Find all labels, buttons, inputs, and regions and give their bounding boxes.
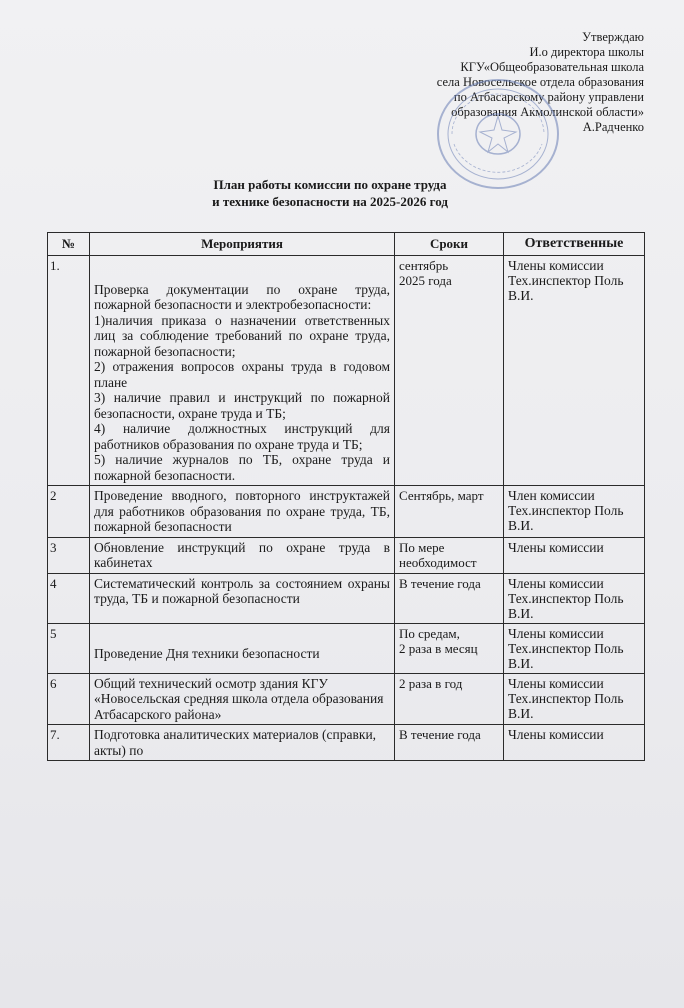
responsible-line: Тех.инспектор Поль В.И. bbox=[508, 690, 624, 721]
row-activity bbox=[90, 573, 395, 623]
row-num: 3 bbox=[48, 537, 90, 573]
table-row bbox=[48, 673, 645, 725]
table-header-row bbox=[48, 233, 645, 256]
row-activity bbox=[90, 623, 395, 673]
row-responsible bbox=[504, 573, 645, 623]
row-responsible bbox=[504, 725, 645, 761]
table-row bbox=[48, 573, 645, 623]
row-num: 2 bbox=[48, 486, 90, 538]
row-activity bbox=[90, 486, 395, 538]
approval-line-4: села Новосельское отдела образования bbox=[436, 75, 644, 89]
activity-line: 5) наличие журналов по ТБ, охране труда и пожарной безопасности. bbox=[94, 452, 390, 483]
row-term bbox=[395, 573, 504, 623]
row-term bbox=[395, 673, 504, 725]
document-title bbox=[150, 176, 510, 210]
activity-line: Общий технический осмотр здания КГУ «Новосельская средняя школа отдела образования Атбасарского района» bbox=[94, 675, 384, 722]
term-line: сентябрь bbox=[399, 257, 449, 273]
approval-line-7: А.Радченко bbox=[582, 120, 644, 134]
row-term bbox=[395, 486, 504, 538]
header-term: Сроки bbox=[395, 233, 504, 256]
row-term bbox=[395, 623, 504, 673]
responsible-line: Члены комиссии bbox=[508, 675, 604, 691]
responsible-line: Члены комиссии bbox=[508, 257, 604, 273]
activity-line: Проверка документации по охране труда, пожарной безопасности и электробезопасности: bbox=[94, 281, 390, 312]
row-activity bbox=[90, 255, 395, 486]
activity-line: 2) отражения вопросов охраны труда в годовом плане bbox=[94, 359, 390, 390]
approval-line-1: Утверждаю bbox=[582, 30, 644, 44]
activity-line: Обновление инструкций по охране труда в кабинетах bbox=[94, 539, 390, 570]
row-num: 7. bbox=[48, 725, 90, 761]
row-term bbox=[395, 725, 504, 761]
term-line: 2025 года bbox=[399, 273, 452, 288]
term-line: 2 раза в месяц bbox=[399, 641, 478, 656]
activity-line: Проведение Дня техники безопасности bbox=[94, 645, 320, 661]
table-row bbox=[48, 725, 645, 761]
header-responsible: Ответственные bbox=[504, 233, 645, 256]
table-row bbox=[48, 255, 645, 486]
plan-table bbox=[47, 232, 645, 761]
approval-line-5: по Атбасарскому району управлени bbox=[453, 90, 644, 104]
table-row bbox=[48, 486, 645, 538]
approval-line-2: И.о директора школы bbox=[529, 45, 644, 59]
responsible-line: Тех.инспектор Поль В.И. bbox=[508, 590, 624, 621]
row-num: 6 bbox=[48, 673, 90, 725]
header-activity: Мероприятия bbox=[90, 233, 395, 256]
term-line: Сентябрь, март bbox=[399, 488, 484, 503]
row-num: 1. bbox=[48, 255, 90, 486]
table-row bbox=[48, 537, 645, 573]
row-activity bbox=[90, 725, 395, 761]
row-activity bbox=[90, 537, 395, 573]
row-responsible bbox=[504, 537, 645, 573]
term-line: По мере необходимост bbox=[399, 539, 477, 570]
approval-line-3: КГУ«Общеобразовательная школа bbox=[460, 60, 644, 74]
activity-line: 3) наличие правил и инструкций по пожарной безопасности, охране труда и ТБ; bbox=[94, 390, 390, 421]
activity-line: 1)наличия приказа о назначении ответственных лиц за соблюдение требований по охране труда, пожарной безопасности; bbox=[94, 312, 390, 359]
responsible-line: Члены комиссии bbox=[508, 575, 604, 591]
responsible-line: Члены комиссии bbox=[508, 539, 604, 555]
term-line: В течение года bbox=[399, 575, 481, 591]
row-num: 5 bbox=[48, 623, 90, 673]
activity-line: Подготовка аналитических материалов (справки, акты) по bbox=[94, 727, 377, 758]
activity-line: 4) наличие должностных инструкций для работников образования по охране труда и ТБ; bbox=[94, 421, 390, 452]
row-responsible bbox=[504, 486, 645, 538]
responsible-line: Тех.инспектор Поль В.И. bbox=[508, 272, 624, 303]
approval-line-6: образования Акмолинской области» bbox=[451, 105, 644, 119]
term-line: 2 раза в год bbox=[399, 675, 463, 691]
term-line: В течение года bbox=[399, 727, 481, 742]
responsible-line: Член комиссии bbox=[508, 488, 595, 503]
responsible-line: Члены комиссии bbox=[508, 625, 604, 641]
row-term bbox=[395, 537, 504, 573]
row-responsible bbox=[504, 255, 645, 486]
table-row bbox=[48, 623, 645, 673]
responsible-line: Члены комиссии bbox=[508, 727, 604, 742]
activity-line: Систематический контроль за состоянием охраны труда, ТБ и пожарной безопасности bbox=[94, 575, 390, 606]
title-line-2: и технике безопасности на 2025-2026 год bbox=[212, 194, 448, 209]
responsible-line: Тех.инспектор Поль В.И. bbox=[508, 640, 624, 671]
row-term bbox=[395, 255, 504, 486]
header-num: № bbox=[48, 233, 90, 256]
row-num: 4 bbox=[48, 573, 90, 623]
row-responsible bbox=[504, 623, 645, 673]
term-line: По средам, bbox=[399, 625, 460, 641]
responsible-line: Тех.инспектор Поль В.И. bbox=[508, 503, 624, 533]
row-responsible bbox=[504, 673, 645, 725]
activity-line: Проведение вводного, повторного инструктажей для работников образования по охране труда, ТБ, пожарной безопасности bbox=[94, 488, 390, 534]
row-activity bbox=[90, 673, 395, 725]
title-line-1: План работы комиссии по охране труда bbox=[213, 177, 447, 192]
